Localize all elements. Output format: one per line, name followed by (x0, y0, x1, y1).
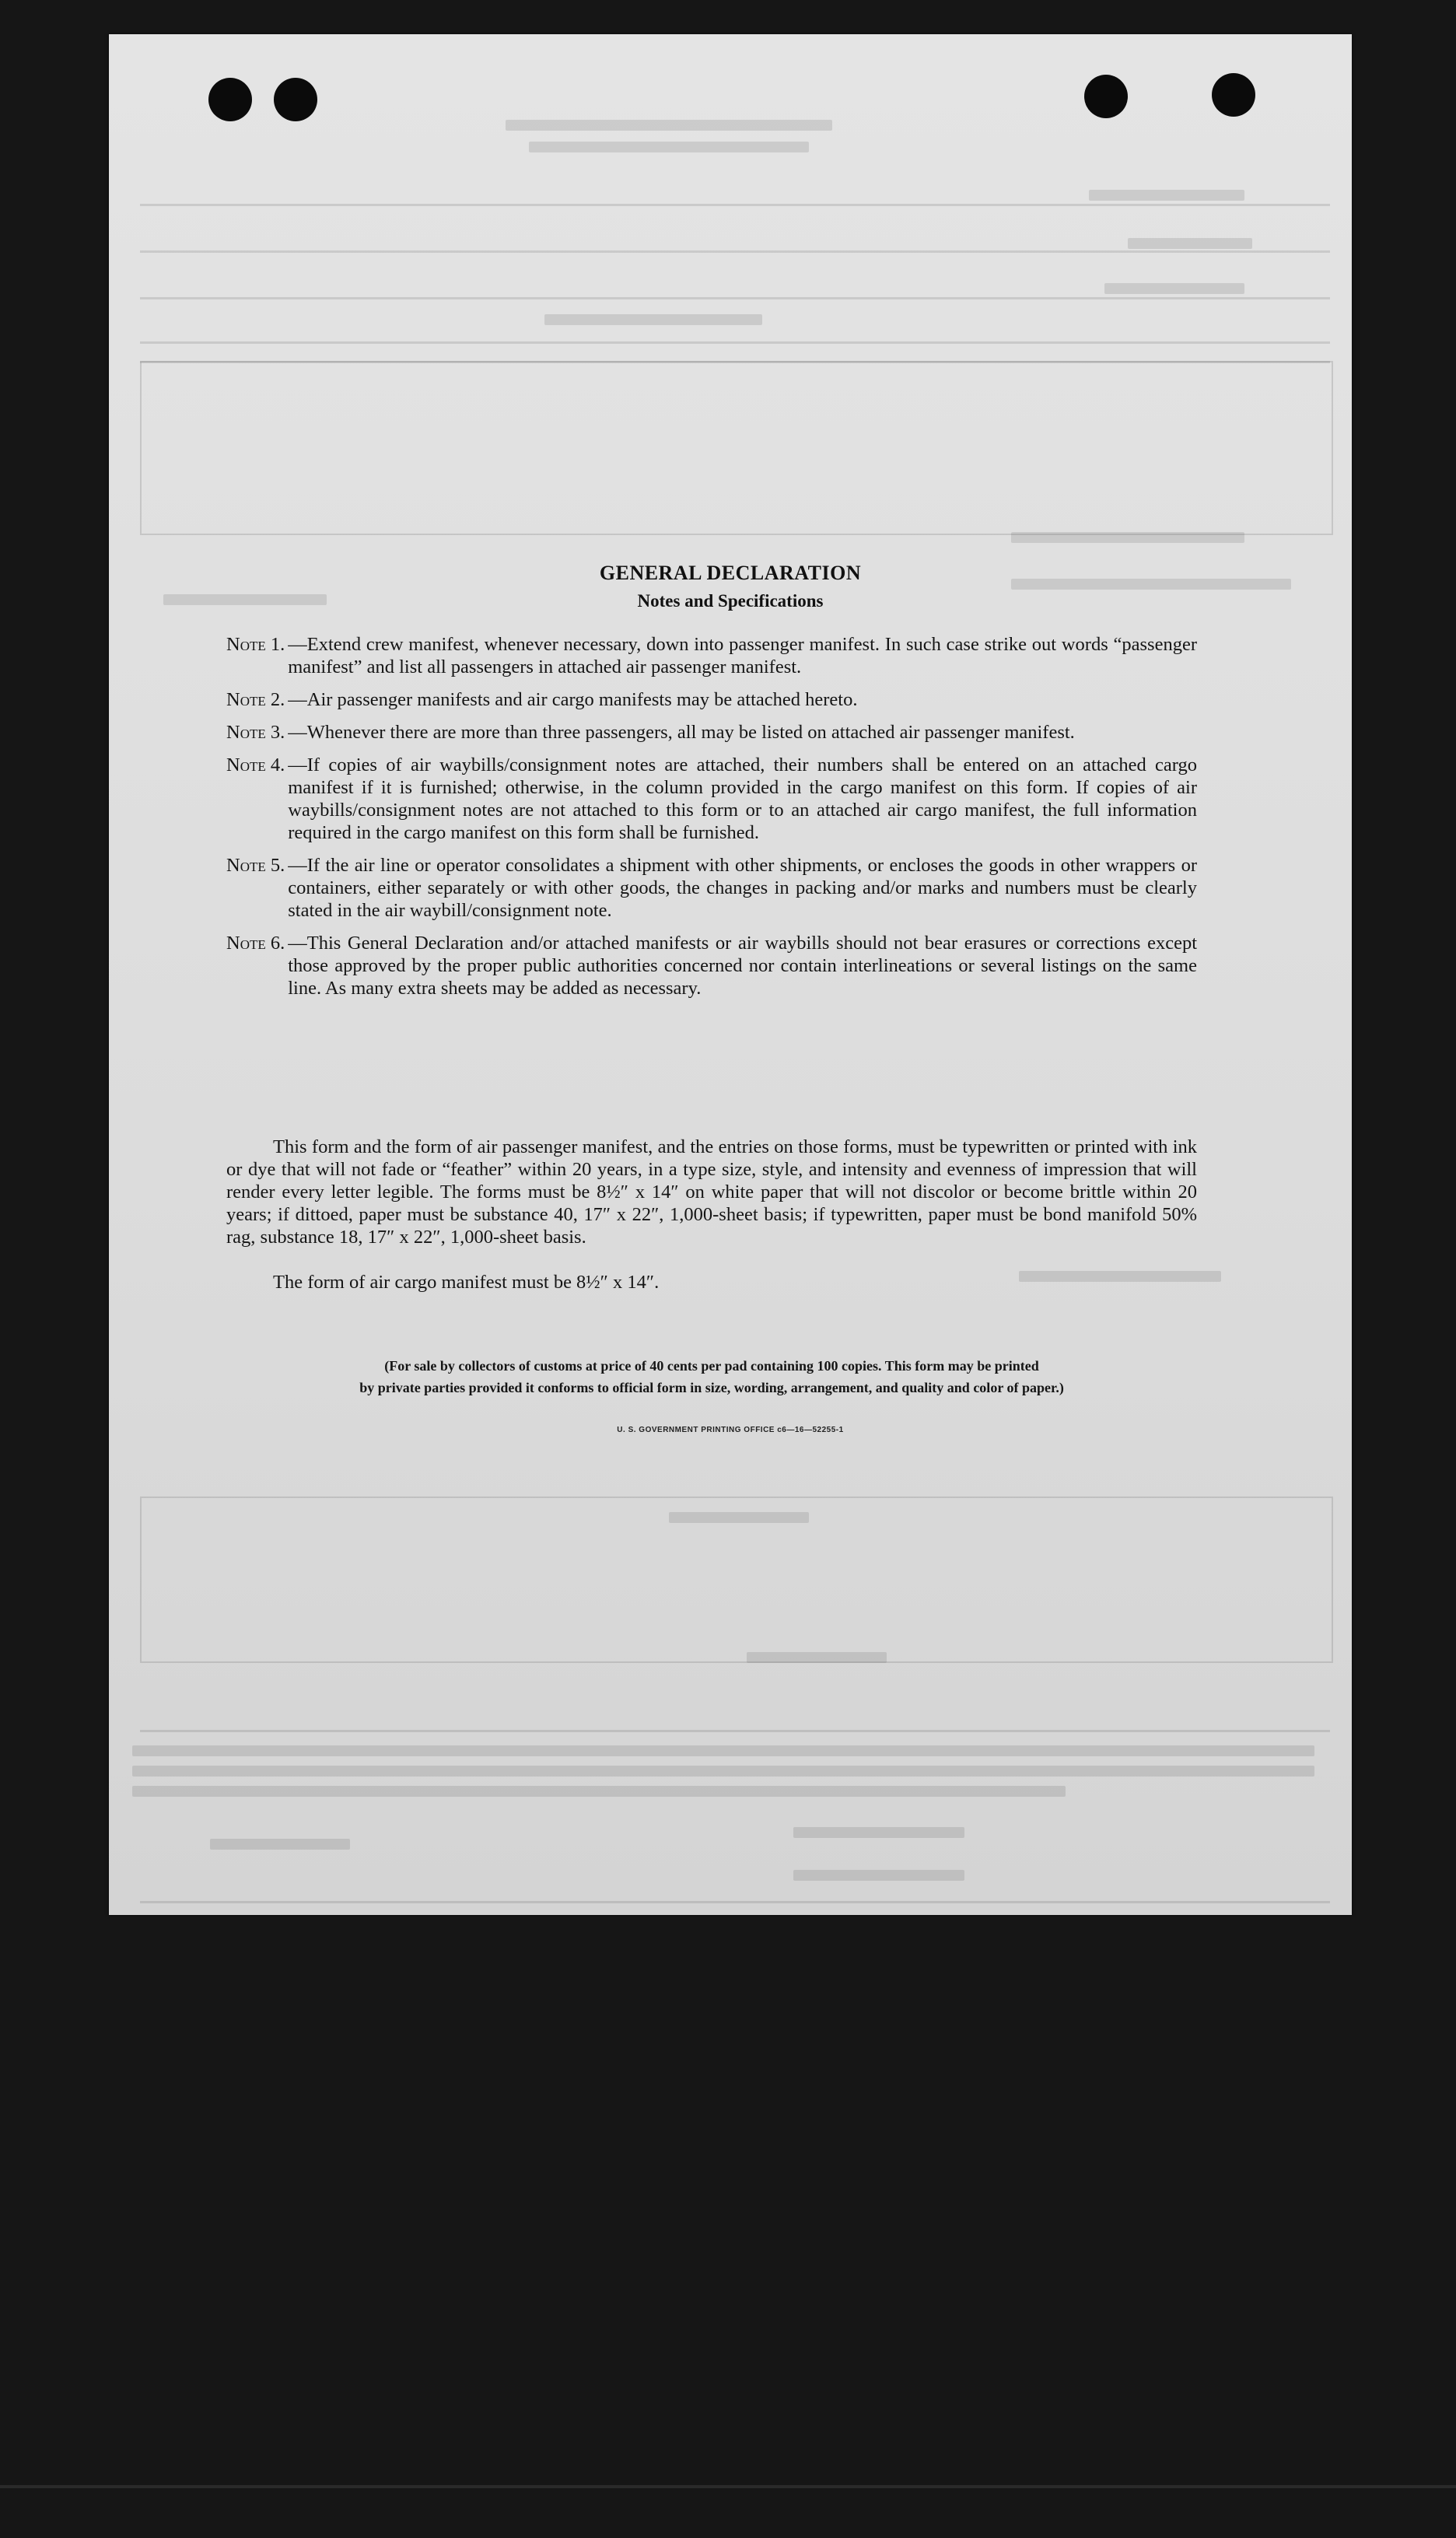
note-label: Note 2. (226, 689, 285, 710)
note-text: —Whenever there are more than three passengers, all may be listed on attached air passenger manifest. (288, 722, 1075, 743)
note-label: Note 6. (226, 933, 285, 954)
sale-note-line: (For sale by collectors of customs at price of 40 cents per pad containing 100 copies. This form may be printed (384, 1358, 1039, 1374)
sale-note-line: by private parties provided it conforms to official form in size, wording, arrangement, and quality and color of paper.) (359, 1380, 1064, 1395)
list-item (226, 688, 1197, 711)
note-label: Note 3. (226, 722, 285, 743)
punch-hole-icon (208, 78, 252, 121)
note-text: —Air passenger manifests and air cargo manifests may be attached hereto. (288, 689, 858, 710)
sale-note (226, 1355, 1197, 1399)
specification-paragraph: This form and the form of air passenger manifest, and the entries on those forms, must be typewritten or printed with ink or dye that will not fade or “feather” within 20 years, in a type size, style, and intensity and evenness of impression that will render every letter legible. The forms must be 8½″ x 14″ on white paper that will not discolor or become brittle within 20 years; if dittoed, paper must be substance 40, 17″ x 22″, 1,000-sheet basis; if typewritten, paper must be bond manifold 50% rag, substance 18, 17″ x 22″, 1,000-sheet basis. (226, 1136, 1197, 1248)
list-item (226, 754, 1197, 844)
list-item (226, 854, 1197, 922)
note-text: —If the air line or operator consolidates a shipment with other shipments, or encloses the goods in other wrappers or containers, either separately or with other goods, the changes in packing and/or marks and numbers must be clearly stated in the air waybill/consignment note. (288, 855, 1197, 921)
note-text: —Extend crew manifest, whenever necessary, down into passenger manifest. In such case strike out words “passenger manifest” and list all passengers in attached air passenger manifest. (288, 634, 1197, 677)
document-page (109, 34, 1352, 1915)
punch-hole-icon (274, 78, 317, 121)
scan-edge-divider (0, 2485, 1456, 2488)
page-subtitle: Notes and Specifications (637, 591, 824, 611)
punch-hole-icon (1212, 73, 1255, 117)
list-item (226, 721, 1197, 744)
note-label: Note 4. (226, 754, 285, 775)
list-item (226, 932, 1197, 999)
notes-list (226, 633, 1197, 1010)
list-item (226, 633, 1197, 678)
note-text: —If copies of air waybills/consignment notes are attached, their numbers shall be entered on an attached cargo manifest if it is furnished; otherwise, in the column provided in the cargo manifest on this form. If copies of air waybills/consignment notes are not attached to this form or to an attached air cargo manifest, the full information required in the cargo manifest on this form shall be furnished. (288, 754, 1197, 843)
punch-hole-icon (1084, 75, 1128, 118)
note-label: Note 5. (226, 855, 285, 876)
note-text: —This General Declaration and/or attached manifests or air waybills should not bear erasures or corrections except those approved by the proper public authorities concerned nor contain interlineations or several listings on the same line. As many extra sheets may be added as necessary. (288, 933, 1197, 999)
page-title: GENERAL DECLARATION (599, 562, 862, 584)
printer-imprint: U. S. GOVERNMENT PRINTING OFFICE c6—16—52255-1 (617, 1426, 844, 1434)
cargo-form-size-line: The form of air cargo manifest must be 8½″ x 14″. (273, 1272, 660, 1293)
note-label: Note 1. (226, 634, 285, 655)
